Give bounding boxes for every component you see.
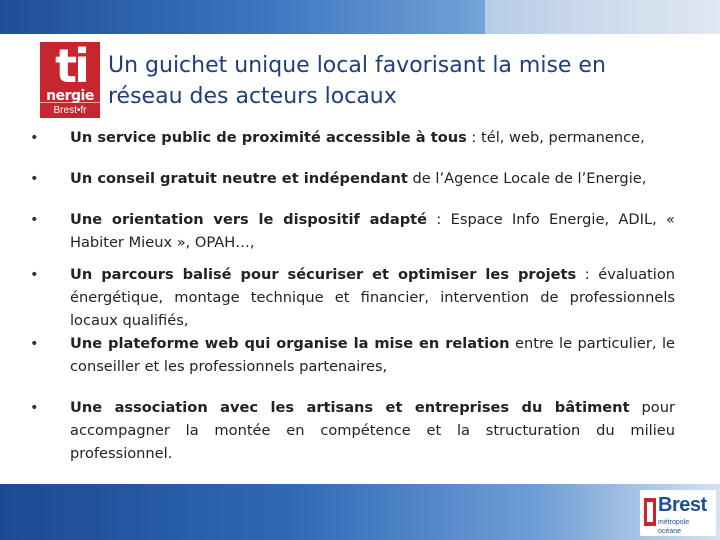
bullet-item: [30, 167, 675, 190]
bullet-bold-text: Un parcours balisé pour sécuriser et optimiser les projets: [70, 266, 577, 283]
brest-mark-icon: [644, 498, 656, 526]
bullet-item: [30, 263, 675, 332]
bullet-text: pour accompagner la montée en compétence et la structuration du milieu professionnel.: [70, 399, 675, 462]
brest-metropole-logo: [640, 490, 716, 536]
bullet-bold-text: Un service public de proximité accessible à tous: [70, 129, 467, 146]
bullet-bold-text: Une association avec les artisans et entreprises du bâtiment: [70, 399, 630, 416]
bullet-list: [30, 126, 675, 465]
bullet-text: : tél, web, permanence,: [466, 129, 645, 146]
brest-logo-subtitle: métropole océane: [658, 519, 690, 535]
bullet-text: de l’Agence Locale de l’Energie,: [407, 170, 647, 187]
bullet-text: entre le particulier, le conseiller et les professionnels partenaires,: [70, 335, 675, 375]
bullet-icon: •: [30, 170, 39, 187]
bullet-bold-text: Un conseil gratuit neutre et indépendant: [70, 170, 408, 187]
top-header-band: [0, 0, 720, 34]
bullet-item: [30, 208, 675, 254]
bullet-bold-text: Une plateforme web qui organise la mise en relation: [70, 335, 510, 352]
bullet-text: : évaluation énergétique, montage technique et financier, intervention de professionnels locaux qualifiés,: [70, 266, 675, 329]
logo-ti-text: ti: [55, 42, 87, 93]
bullet-text: : Espace Info Energie, ADIL, « Habiter Mieux », OPAH…,: [70, 211, 675, 251]
logo-brest-text: Brest•fr: [40, 102, 100, 118]
bullet-bold-text: Une orientation vers le dispositif adapté: [70, 211, 428, 228]
brest-logo-name: Brest: [658, 494, 707, 516]
bullet-icon: •: [30, 266, 39, 283]
tinergie-logo: [40, 42, 100, 118]
bullet-icon: •: [30, 399, 39, 416]
bullet-item: [30, 396, 675, 465]
logo-nergie-text: nergie: [46, 88, 94, 104]
bottom-footer-band: [0, 484, 720, 540]
bullet-icon: •: [30, 211, 39, 228]
bullet-item: [30, 332, 675, 378]
bullet-item: [30, 126, 675, 149]
bullet-icon: •: [30, 129, 39, 146]
top-header-band-fade: [485, 0, 720, 34]
slide-title: Un guichet unique local favorisant la mise en réseau des acteurs locaux: [108, 53, 606, 109]
bullet-icon: •: [30, 335, 39, 352]
